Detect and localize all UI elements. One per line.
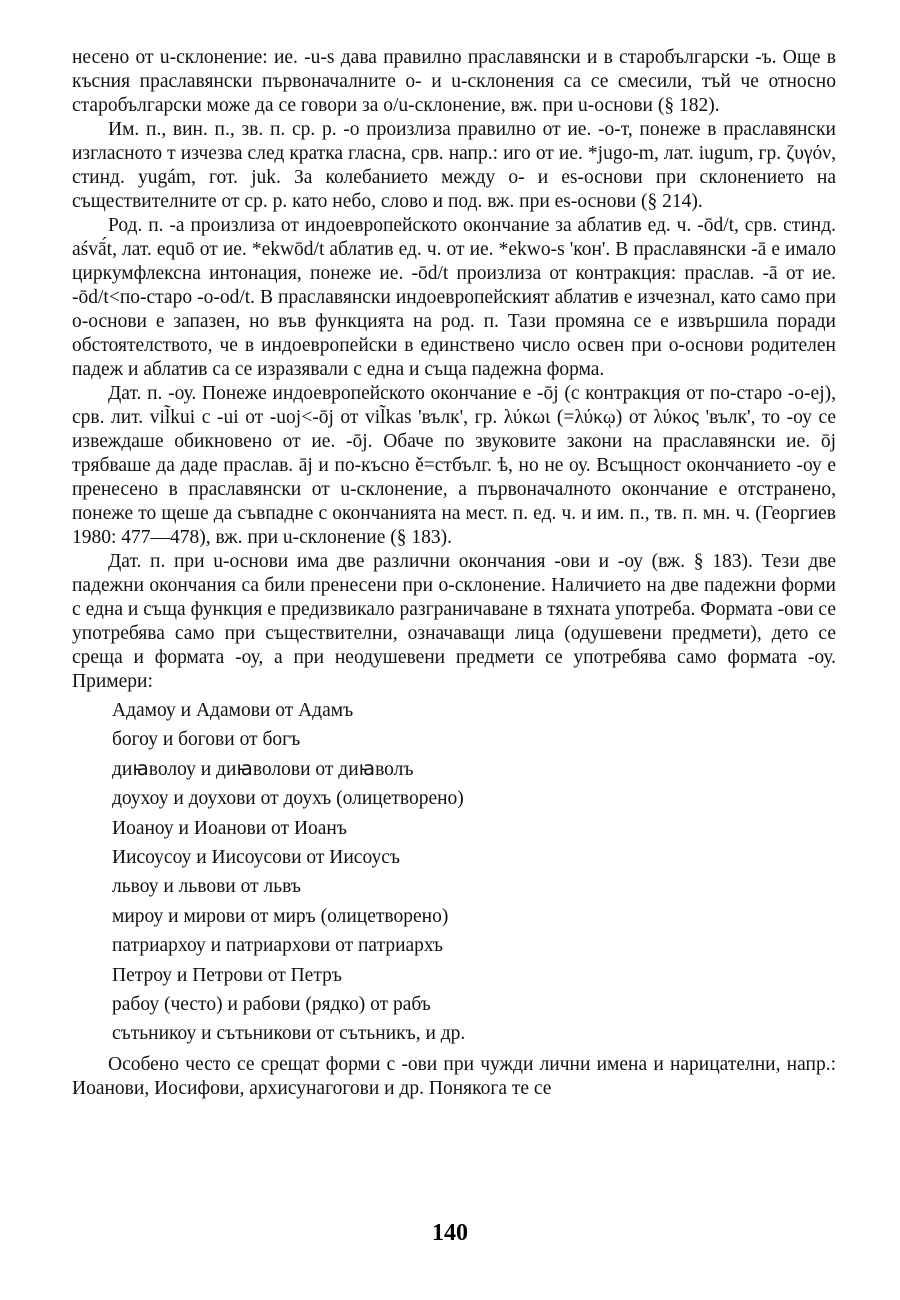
page-body	[72, 46, 836, 1101]
paragraph-3: Род. п. -а произлиза от индоевропейското окончание за аблатив ед. ч. -ōd/t, срв. стинд. aśvā́t, лат. equō от ие. *ekwōd/t аблатив ед. ч. от ие. *ekwo-s 'кон'. В праславянски -ā е имало циркумфлексна интонация, понеже ие. -ōd/t произлиза от контракция: праслав. -ā от ие. -ōd/t<по-старо -o-od/t. В праславянски индоевропейският аблатив е изчезнал, като само при о-основи е запазен, но във функцията на род. п. Тази промяна се е извършила поради обстоятелството, че в индоевропейски в единствено число освен при о-основи родителен падеж и аблатив са се изразявали с една и съща падежна форма.	[72, 215, 836, 380]
example-item: диꙗволоу и диꙗволови от диꙗволъ	[112, 758, 414, 780]
examples-list	[112, 696, 836, 1049]
paragraph-2: Им. п., вин. п., зв. п. ср. р. -о произлиза правилно от ие. -о-т, понеже в праславянски изгласното т изчезва след кратка гласна, срв. напр.: иго от ие. *jugo-m, лат. iugum, гр. ζυγόν, стинд. yugám, гот. juk. За колебанието между о- и es-основи при склонението на съществителните от ср. р. като небо, слово и под. вж. при es-основи (§ 214).	[72, 119, 836, 212]
paragraph-1: несено от u-склонение: ие. -u-s дава правилно праславянски и в старобългарски -ъ. Още в късния праславянски първоначалните о- и u-склонения са се смесили, тъй че относно старобългарски може да се говори за о/u-склонение, вж. при u-основи (§ 182).	[72, 47, 836, 116]
example-item: львоу и львови от львъ	[112, 876, 301, 898]
example-item: патриархоу и патриархови от патриархъ	[112, 935, 444, 957]
example-item: доухоу и доухови от доухъ (олицетворено)	[112, 788, 464, 810]
example-item: Иоаноу и Иоанови от Иоанъ	[112, 817, 347, 839]
example-item: сътьникоу и сътьникови от сътьникъ, и др.	[112, 1023, 466, 1045]
example-item: мироу и мирови от миръ (олицетворено)	[112, 905, 449, 927]
paragraph-4: Дат. п. -оу. Понеже индоевропейското окончание е -ōj (с контракция от по-старо -o-ej), срв. лит. vil̃kui с -ui от -uoj<-ōj от vil̃kas 'вълк', гр. λύκωι (=λύκῳ) от λύκος 'вълк', то -оу се извеждаше обикновено от ие. -ōj. Обаче по звуковите закони на праславянски ие. ōj трябваше да даде праслав. āj и по-късно ě=стбълг. ѣ, но не оу. Всъщност окончанието -оу е пренесено в праславянски от u-склонение, а първоначалното окончание е отстранено, понеже то щеше да съвпадне с окончанията на мест. п. ед. ч. и им. п., тв. п. мн. ч. (Георгиев 1980: 477—478), вж. при u-склонение (§ 183).	[72, 383, 836, 548]
example-item: Иисоусоу и Иисоусови от Иисоусъ	[112, 847, 400, 869]
closing-paragraph: Особено често се срещат форми с -ови при чужди лични имена и нарицателни, напр.: Иоанови, Иосифови, архисунагогови и др. Понякога те се	[72, 1053, 836, 1099]
example-item: богоу и богови от богъ	[112, 729, 301, 751]
page-number: 140	[432, 1220, 468, 1246]
example-item: Петроу и Петрови от Петръ	[112, 964, 342, 986]
example-item: Адамоу и Адамови от Адамъ	[112, 700, 354, 721]
example-item: рабоу (често) и рабови (рядко) от рабъ	[112, 994, 431, 1016]
paragraph-5: Дат. п. при u-основи има две различни окончания -ови и -оу (вж. § 183). Тези две падежни окончания са били пренесени при о-склонение. Наличието на две падежни форми с една и съща функция е предизвикало разграничаване в тяхната употреба. Формата -ови се употребява само при съществителни, означаващи лица (одушевени предмети), дето се среща и формата -оу, а при неодушевени предмети се употребява само формата -оу. Примери:	[72, 551, 836, 692]
